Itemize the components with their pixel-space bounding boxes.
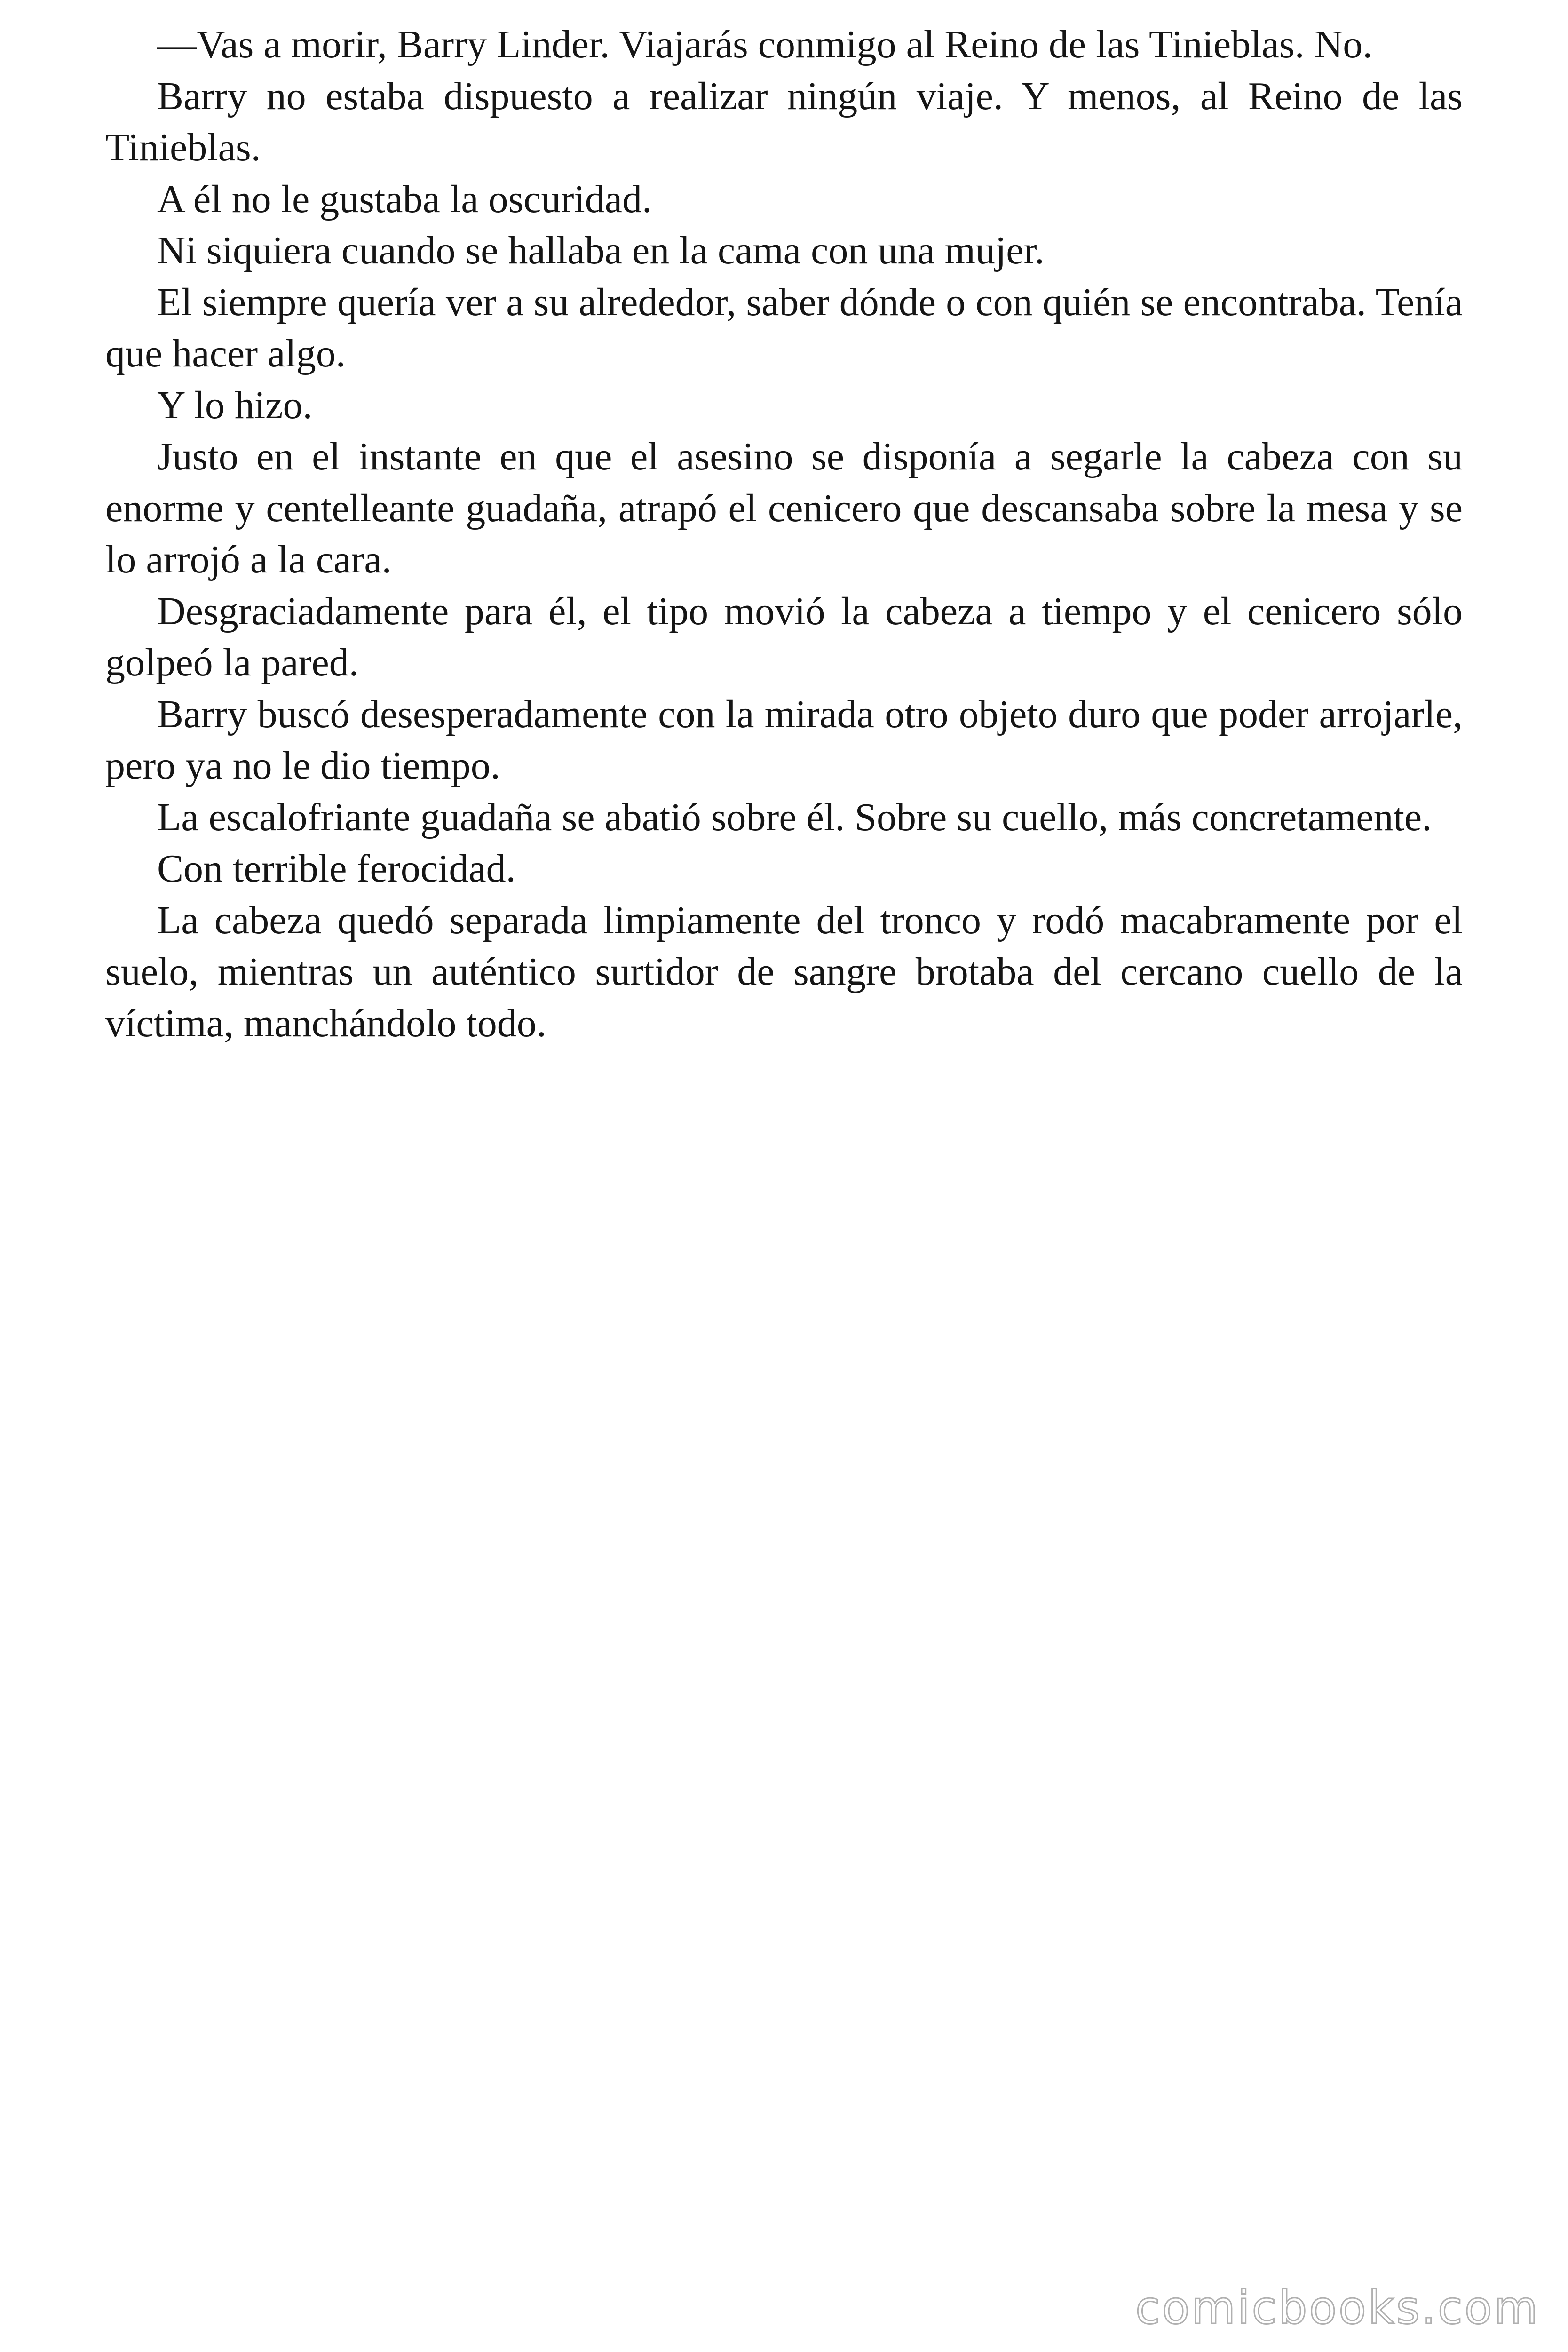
paragraph: Barry no estaba dispuesto a realizar ningún viaje. Y menos, al Reino de las Tinieblas. [105,74,1463,169]
paragraph: —Vas a morir, Barry Linder. Viajarás conmigo al Reino de las Tinieblas. No. [157,23,1373,66]
paragraph: La escalofriante guadaña se abatió sobre él. Sobre su cuello, más concretamente. [157,795,1432,839]
watermark: comicbooks.com [1135,2281,1540,2334]
paragraph: Barry buscó desesperadamente con la mirada otro objeto duro que poder arrojarle, pero ya no le dio tiempo. [105,692,1463,787]
paragraph: Desgraciadamente para él, el tipo movió la cabeza a tiempo y el cenicero sólo golpeó la pared. [105,589,1463,684]
paragraph: Con terrible ferocidad. [157,847,516,890]
paragraph: Justo en el instante en que el asesino se disponía a segarle la cabeza con su enorme y centelleante guadaña, atrapó el cenicero que descansaba sobre la mesa y se lo arrojó a la cara. [105,435,1463,581]
paragraph: Y lo hizo. [157,383,313,427]
body-text [105,19,1463,1049]
paragraph: A él no le gustaba la oscuridad. [157,177,652,221]
paragraph: El siempre quería ver a su alrededor, saber dónde o con quién se encontraba. Tenía que hacer algo. [105,280,1463,375]
paragraph: La cabeza quedó separada limpiamente del tronco y rodó macabramente por el suelo, mientras un auténtico surtidor de sangre brotaba del cercano cuello de la víctima, manchándolo todo. [105,898,1463,1045]
paragraph: Ni siquiera cuando se hallaba en la cama con una mujer. [157,229,1045,272]
